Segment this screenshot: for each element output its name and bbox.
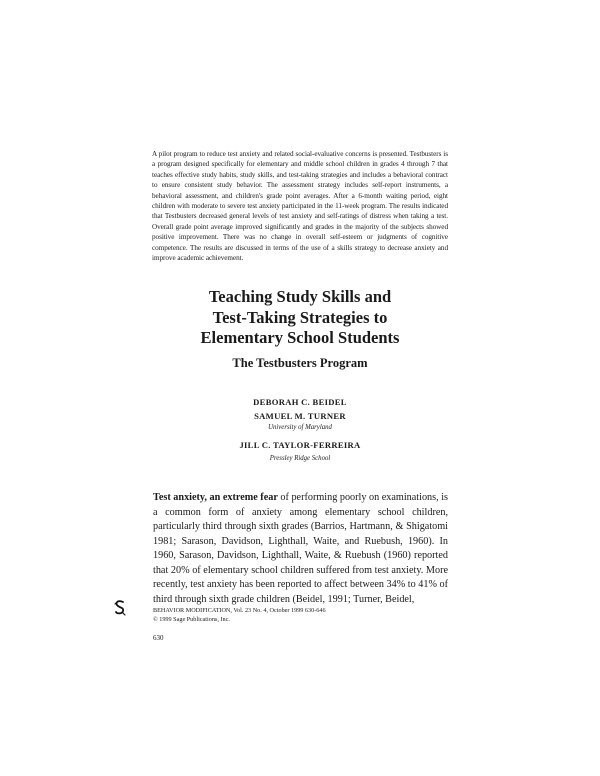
article-title	[100, 287, 500, 349]
title-line-1: Teaching Study Skills and	[208, 287, 392, 306]
author-2: SAMUEL M. TURNER	[254, 411, 346, 421]
title-line-2: Test-Taking Strategies to	[212, 307, 388, 327]
title-line-3: Elementary School Students	[200, 328, 400, 347]
abstract: A pilot program to reduce test anxiety and related social-evaluative concerns is presented. Testbusters is a program designed specifically for elementary and middle school children in grades 4 through 7 that teaches effective study habits, study skills, and test-taking strategies and includes a behavioral contract to ensure consistent study behavior. The assessment strategy includes self-report instruments, a behavioral assessment, and children's grade point averages. After a 6-month waiting period, eight children with moderate to severe test anxiety participated in the 11-week program. The results indicated that Testbusters decreased general levels of test anxiety and self-ratings of distress when taking a test. Overall grade point average improved significantly and grades in the majority of the subjects showed positive improvement. There was no change in overall self-esteem or judgments of cognitive competence. The results are discussed in terms of the use of a skills strategy to decrease anxiety and improve academic achievement.	[152, 150, 448, 263]
affiliation-2: Pressley Ridge School	[269, 455, 331, 462]
footer-citation	[153, 607, 453, 624]
body-lead: Test anxiety, an extreme fear	[153, 492, 278, 503]
affiliation-1: University of Maryland	[268, 424, 332, 431]
sage-publisher-logo-icon	[113, 600, 127, 616]
page-number: 630	[153, 634, 164, 642]
article-subtitle: The Testbusters Program	[232, 356, 368, 370]
footer-copyright: © 1999 Sage Publications, Inc.	[153, 615, 230, 623]
body-paragraph	[153, 491, 448, 607]
footer-journal: BEHAVIOR MODIFICATION, Vol. 23 No. 4, October 1999 630-646	[153, 607, 326, 614]
body-text: of performing poorly on examinations, is a common form of anxiety among elementary school children, particularly third through sixth grades (Barrios, Hartmann, & Shigatomi 1981; Sarason, Davidson, Lighthall, Waite, and Ruebush, 1960). In 1960, Sarason, Davidson, Lighthall, Waite, & Ruebush (1960) reported that 20% of elementary school children suffered from test anxiety. More recently, test anxiety has been reported to affect between 34% to 41% of third through sixth grade children (Beidel, 1991; Turner, Beidel,	[153, 492, 448, 605]
author-3: JILL C. TAYLOR-FERREIRA	[239, 440, 361, 450]
author-1: DEBORAH C. BEIDEL	[253, 397, 347, 407]
